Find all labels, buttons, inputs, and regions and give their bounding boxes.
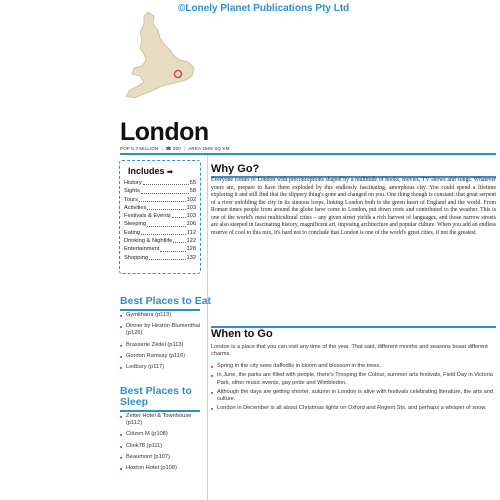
includes-item-page: 102 — [186, 196, 196, 203]
why-go-heading: Why Go? — [211, 163, 260, 175]
stats-line: POP 8.7 MILLION | ☎ 020 | AREA 1569 SQ KM — [120, 146, 230, 151]
includes-item-label: Activities — [124, 204, 147, 211]
includes-item — [124, 245, 196, 253]
best-sleep-item: ■ Hoxton Hotel (p108) — [120, 465, 208, 472]
england-locator-map — [118, 10, 200, 102]
includes-item-page: 103 — [186, 213, 196, 220]
area-code-stat: 020 — [172, 146, 181, 151]
includes-item — [124, 204, 196, 212]
best-sleep-item: ■ Zetter Hotel & Townhouse (p112) — [120, 413, 208, 427]
best-eat-item: ■ Ledbury (p117) — [120, 364, 208, 371]
includes-item-label: Sights — [124, 188, 140, 195]
includes-item-page: 122 — [186, 238, 196, 245]
best-eat-heading: Best Places to Eat — [120, 295, 212, 307]
includes-item — [124, 237, 196, 245]
best-eat-item: ■ Gordon Ramsay (p116) — [120, 353, 208, 360]
includes-item-label: History — [124, 180, 142, 186]
when-to-go-item: ■ London in December is all about Christmas lights on Oxford and Regent Sts, and perhaps a whisper of snow. — [211, 405, 496, 412]
includes-item-page: 106 — [186, 221, 196, 228]
best-eat-item: ■ Gymkhana (p113) — [120, 312, 208, 319]
includes-item — [124, 179, 196, 187]
includes-item — [124, 212, 196, 220]
best-sleep-rule — [120, 410, 200, 412]
when-to-go-item: ■ In June, the parks are filled with people, there's Trooping the Colour, summer arts festivals, Field Day in Victoria Park, other music events, gay pride and Wimbledon. — [211, 372, 496, 387]
when-to-go-item: ■ Spring in the city sees daffodils in bloom and blossom in the trees. — [211, 363, 496, 370]
best-sleep-heading: Best Places to Sleep — [120, 385, 192, 408]
includes-item-label: Entertainment — [124, 246, 160, 253]
best-sleep-list — [120, 413, 208, 476]
includes-item-label: Eating — [124, 229, 141, 236]
includes-item — [124, 187, 196, 195]
includes-item-page: 112 — [186, 229, 196, 236]
best-eat-item: ■ Brasserie Zédel (p113) — [120, 342, 208, 349]
includes-item-page: 128 — [186, 246, 196, 253]
when-to-go-heading: When to Go — [211, 328, 273, 340]
includes-item — [124, 220, 196, 228]
includes-heading: Includes ➡ — [128, 166, 173, 176]
when-to-go-lead: London is a place that you can visit any time of the year. That said, different months and seasons boast different charms. — [211, 344, 488, 358]
includes-item-page: 103 — [186, 204, 196, 211]
includes-item-label: Festivals & Events — [124, 213, 171, 220]
population-stat: POP 8.7 MILLION — [120, 146, 159, 151]
copyright-notice: ©Lonely Planet Publications Pty Ltd — [178, 3, 350, 14]
when-to-go-list — [211, 363, 496, 415]
best-sleep-item: ■ Citizen M (p108) — [120, 431, 208, 438]
includes-item-label: Drinking & Nightlife — [124, 238, 173, 245]
area-stat: AREA 1569 SQ KM — [188, 146, 230, 151]
arrow-icon: ➡ — [167, 169, 173, 176]
includes-item — [124, 229, 196, 237]
phone-icon: ☎ — [165, 146, 172, 151]
includes-box — [119, 160, 201, 274]
why-go-text: Everyone comes to London with preconceptions shaped by a multitude of books, movies, TV shows and songs. Whatever yours are, prepare to have them exploded by this endlessly fascinating, amorphous city. You could spend a lifetime exploring it and still find that the slippery thing's gone and changed on you. One thing though is constant: that great serpent of a river enfolding the city in its sinuous loops, linking London both to the green heart of England and the world. From Roman times people from around the globe have come to London, put down roots and contributed to the weather. This is one of the world's most multicultural cities – any given street yields a rich harvest of languages, and those narrow streets are also steeped in fascinating history, magnificent art, imposing architecture and popular culture. When you add an endless reserve of cool to this mix, it's hard not to conclude that London is one of the world's great cities, if not the greatest. — [211, 177, 496, 236]
includes-item-label: Sleeping — [124, 221, 147, 228]
includes-item-page: 55 — [189, 180, 196, 186]
includes-item-label: Shopping — [124, 254, 149, 261]
includes-item — [124, 196, 196, 204]
title-rule — [120, 153, 496, 155]
best-sleep-item: ■ Clink78 (p111) — [120, 443, 208, 450]
includes-item-label: Tours — [124, 196, 138, 203]
includes-item — [124, 254, 196, 262]
best-eat-rule — [120, 309, 200, 311]
includes-item-page: 58 — [189, 188, 196, 195]
page-title: London — [120, 118, 209, 146]
best-eat-item: ■ Dinner by Heston Blumenthal (p126) — [120, 323, 208, 337]
when-to-go-item: ■ Although the days are getting shorter, autumn in London is alive with festivals celebrating literature, the arts and culture. — [211, 389, 496, 404]
best-sleep-item: ■ Beaumont (p107) — [120, 454, 208, 461]
includes-item-page: 132 — [186, 254, 196, 261]
best-eat-list — [120, 312, 208, 375]
